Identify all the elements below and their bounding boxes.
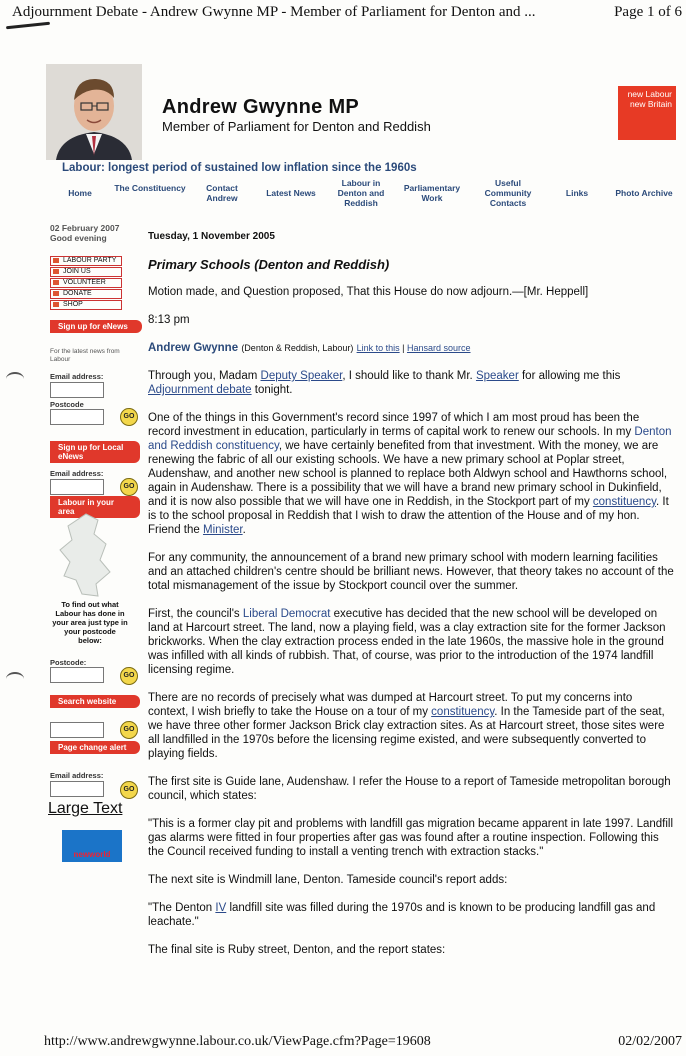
main-nav xyxy=(48,176,682,210)
nav-links[interactable]: Links xyxy=(565,188,589,198)
speaker-link[interactable]: Speaker xyxy=(475,370,519,382)
party-link[interactable]: VOLUNTEER xyxy=(50,278,122,288)
pen-mark xyxy=(6,22,50,30)
go-button[interactable]: GO xyxy=(120,478,138,496)
email-label: Email address: xyxy=(50,469,104,478)
local-email-input[interactable] xyxy=(50,479,104,495)
adjournment-debate-link[interactable]: Adjournment debate xyxy=(148,384,252,396)
print-page-number: Page 1 of 6 xyxy=(614,4,682,20)
latest-news-note: For the latest news from Labour xyxy=(50,348,120,363)
email-label: Email address: xyxy=(50,771,104,780)
deputy-speaker-link[interactable]: Deputy Speaker xyxy=(260,370,343,382)
debate-time: 8:13 pm xyxy=(148,314,190,326)
site-title: Andrew Gwynne MP xyxy=(162,96,360,118)
postcode-label: Postcode xyxy=(50,400,84,409)
mp-photo xyxy=(46,64,142,160)
large-text-link[interactable]: Large Text xyxy=(48,800,123,817)
nav-photo-archive[interactable]: Photo Archive xyxy=(615,188,673,198)
nav-constituency[interactable]: The Constituency xyxy=(114,183,186,193)
punch-hole xyxy=(6,672,24,686)
postcode-instructions: To find out what Labour has done in your area just type in your postcode below: xyxy=(52,600,128,645)
email-input[interactable] xyxy=(50,382,104,398)
party-links xyxy=(50,256,122,311)
page-change-alert-button[interactable]: Page change alert xyxy=(50,741,140,754)
constituency-link[interactable]: constituency xyxy=(431,706,495,718)
search-website-button[interactable]: Search website xyxy=(50,695,140,708)
search-input[interactable] xyxy=(50,722,104,738)
go-button[interactable]: GO xyxy=(120,721,138,739)
debate-title: Primary Schools (Denton and Reddish) xyxy=(148,257,390,272)
new-labour-logo: new Labour new Britain xyxy=(618,86,676,140)
party-link[interactable]: JOIN US xyxy=(50,267,122,277)
liberal-democrat-link[interactable]: Liberal Democrat xyxy=(242,608,331,620)
article xyxy=(148,230,674,971)
signup-local-enews-button[interactable]: Sign up for Local eNews xyxy=(50,441,140,463)
paragraph: There are no records of precisely what was dumped at Harcourt street. To put my concerns into context, I wish briefly to take the House on a tour of my constituency. In the Tameside part of the seat, we have three other former Jackson Brick clay extraction sites. As at Harcourt street, those sites were all landfilled in the 1970s before the licensing regime existed, and were subsequently converted to playing fields. xyxy=(148,692,665,760)
nav-labour-denton[interactable]: Labour in Denton and Reddish xyxy=(337,178,385,208)
email-label: Email address: xyxy=(50,372,104,381)
area-map xyxy=(52,510,122,600)
party-link[interactable]: DONATE xyxy=(50,289,122,299)
link-to-this[interactable]: Link to this xyxy=(356,343,400,353)
postcode-input[interactable] xyxy=(50,409,104,425)
go-button[interactable]: GO xyxy=(120,667,138,685)
print-url: http://www.andrewgwynne.labour.co.uk/ViewPage.cfm?Page=19608 xyxy=(44,1034,431,1049)
paragraph: The final site is Ruby street, Denton, and the report states: xyxy=(148,944,446,956)
nav-home[interactable]: Home xyxy=(68,188,92,198)
site-subtitle: Member of Parliament for Denton and Reddish xyxy=(162,119,431,134)
area-postcode-input[interactable] xyxy=(50,667,104,683)
nav-community-contacts[interactable]: Useful Community Contacts xyxy=(484,178,532,208)
labour-in-your-area-button[interactable]: Labour in your area xyxy=(50,496,140,518)
speaker-line: Andrew Gwynne (Denton & Reddish, Labour) Link to this | Hansard source xyxy=(148,342,471,354)
nav-latest-news[interactable]: Latest News xyxy=(266,188,316,198)
paragraph: First, the council's Liberal Democrat executive has decided that the new school will be developed on land at Harcourt street. The land, now a playing field, was a clay extraction site for the former Jackson brickworks. When the clay extraction process ended in the late 1960s, the massive hole in the ground was infilled with all kinds of rubbish. That, of course, was prior to the introduction of the 1974 landfill licensing regime. xyxy=(148,608,666,676)
postcode-label: Postcode: xyxy=(50,658,87,667)
quote: "The Denton IV landfill site was filled during the 1970s and is known to be producing landfill gas and leachate." xyxy=(148,902,656,928)
nav-parliamentary-work[interactable]: Parliamentary Work xyxy=(403,183,461,203)
motion-text: Motion made, and Question proposed, That this House do now adjourn.—[Mr. Heppell] xyxy=(148,286,589,298)
quote: "This is a former clay pit and problems with landfill gas migration became apparent in late 1997. Landfill gas alarms were fitted in four properties after gas was found after a routine inspection. Following this the Council received funding to install a venting trench with extraction stacks." xyxy=(148,818,674,858)
speaker-name: Andrew Gwynne xyxy=(148,342,239,354)
signup-enews-button[interactable]: Sign up for eNews xyxy=(50,320,142,333)
party-link[interactable]: SHOP xyxy=(50,300,122,310)
party-link[interactable]: LABOUR PARTY xyxy=(50,256,122,266)
speaker-meta: (Denton & Reddish, Labour) xyxy=(241,343,354,353)
hansard-source-link[interactable]: Hansard source xyxy=(406,343,471,353)
paragraph: The next site is Windmill lane, Denton. Tameside council's report adds: xyxy=(148,874,508,886)
iv-link[interactable]: IV xyxy=(215,902,227,914)
debate-date: Tuesday, 1 November 2005 xyxy=(148,231,275,242)
paragraph: For any community, the announcement of a brand new primary school with modern learning facilities and an attached children's centre should be brilliant news. However, that theory takes no account of the total mismanagement of the issue by Stockport council over the summer. xyxy=(148,552,674,592)
nav-contact[interactable]: Contact Andrew xyxy=(206,183,238,203)
paragraph: One of the things in this Government's record since 1997 of which I am most proud has been the record investment in education, particularly in terms of capital work to renew our schools. In my Denton and Reddish constituency, we have certainly benefited from that investment. With the money, we are renewing the fabric of all our existing schools. We have a new primary school at Poplar street, Audenshaw, and another new school is planned to replace both Aldwyn school and Hawthorns school, again in Audenshaw. There is a possibility that we will have a brand new primary school in Dukinfield, and it is now also possible that we will have one in Reddish, in the Stockport part of my constituency. It is to the school proposal in Reddish that I wish to draw the attention of the House and of my hon. Friend the Minister. xyxy=(148,412,672,536)
alert-email-input[interactable] xyxy=(50,781,104,797)
minister-link[interactable]: Minister xyxy=(202,524,243,536)
print-title: Adjournment Debate - Andrew Gwynne MP - Member of Parliament for Denton and ... xyxy=(12,4,536,20)
go-button[interactable]: GO xyxy=(120,781,138,799)
punch-hole xyxy=(6,372,24,386)
go-button[interactable]: GO xyxy=(120,408,138,426)
paragraph: Through you, Madam Deputy Speaker, I should like to thank Mr. Speaker for allowing me this Adjournment debate tonight. xyxy=(148,370,621,396)
constituency-link[interactable]: constituency xyxy=(592,496,656,508)
paragraph: The first site is Guide lane, Audenshaw. I refer the House to a report of Tameside metropolitan borough council, which states: xyxy=(148,776,671,802)
newworld-logo[interactable]: newworld xyxy=(62,830,122,862)
constituency-link[interactable]: Denton and Reddish constituency xyxy=(148,426,672,452)
print-date: 02/02/2007 xyxy=(618,1034,682,1049)
site-tagline: Labour: longest period of sustained low inflation since the 1960s xyxy=(62,162,417,174)
print-footer xyxy=(44,1034,682,1050)
sidebar-date: 02 February 2007 Good evening xyxy=(50,223,120,243)
